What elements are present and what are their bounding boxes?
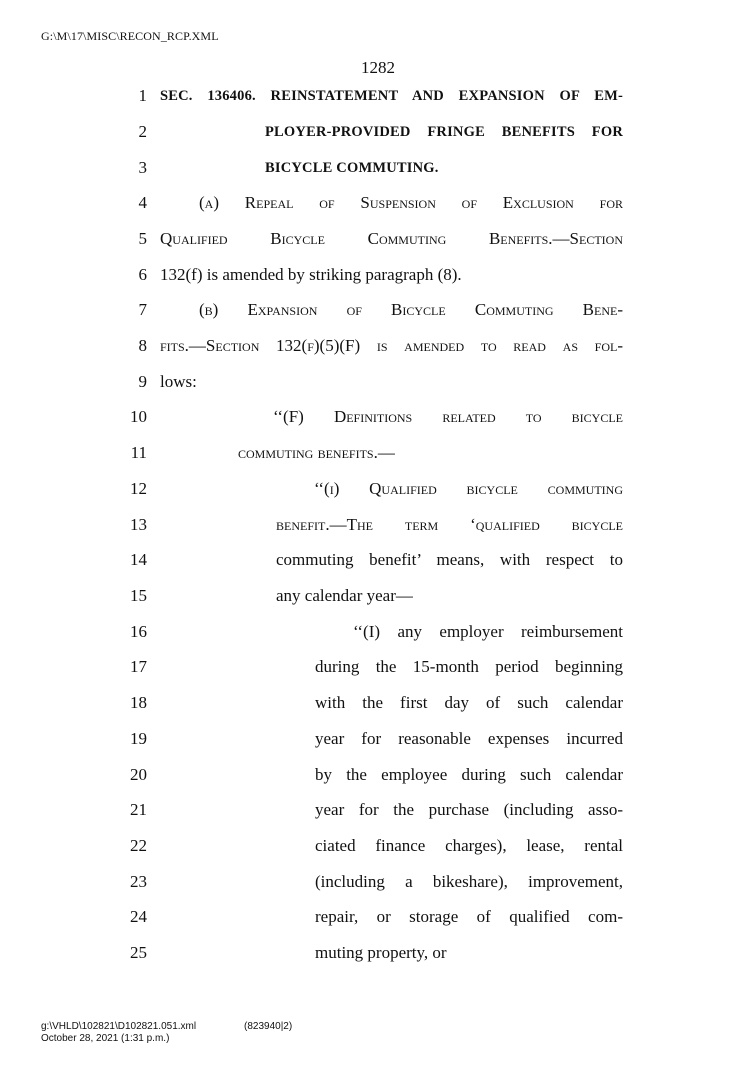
line-number: 13 xyxy=(130,515,147,534)
subsection-heading: (b) Expansion of Bicycle Commuting Bene- xyxy=(199,300,623,319)
page-number: 1282 xyxy=(361,58,395,77)
footer-doc-code: (823940|2) xyxy=(244,1021,293,1032)
line-number: 24 xyxy=(130,907,147,926)
line-number: 9 xyxy=(138,372,147,391)
body-text-line: benefit.—The term ‘qualified bicycle xyxy=(276,515,623,534)
body-text-line: by the employee during such calendar xyxy=(315,765,623,784)
body-text-line: with the first day of such calendar xyxy=(315,693,623,712)
section-heading: BICYCLE COMMUTING. xyxy=(265,160,439,176)
line-number: 11 xyxy=(130,443,147,462)
line-number: 10 xyxy=(130,407,147,426)
subsection-heading: (a) Repeal of Suspension of Exclusion for xyxy=(199,193,623,212)
line-number: 18 xyxy=(130,693,147,712)
body-text-line: muting property, or xyxy=(315,943,447,962)
subclause-text: ‘‘(I) any employer reimbursement xyxy=(353,622,623,641)
body-text-line: Qualified Bicycle Commuting Benefits.—Section xyxy=(160,229,623,248)
line-number: 20 xyxy=(130,765,147,784)
line-number: 23 xyxy=(130,872,147,891)
line-number: 16 xyxy=(130,622,147,641)
line-number: 7 xyxy=(138,300,147,319)
line-number: 21 xyxy=(130,800,147,819)
body-text-line: fits.—Section 132(f)(5)(F) is amended to read as fol- xyxy=(160,336,623,355)
section-heading: SEC. 136406. REINSTATEMENT AND EXPANSION OF EM- xyxy=(160,88,623,104)
document-footer xyxy=(41,1021,293,1045)
file-path-header: G:\M\17\MISC\RECON_RCP.XML xyxy=(41,29,219,43)
line-number: 2 xyxy=(138,122,147,141)
paragraph-heading: commuting benefits.— xyxy=(238,443,395,462)
line-number: 3 xyxy=(138,158,147,177)
body-text-line: lows: xyxy=(160,372,197,391)
body-text-line: during the 15-month period beginning xyxy=(315,657,623,676)
footer-date: October 28, 2021 (1:31 p.m.) xyxy=(41,1033,170,1044)
body-text-line: commuting benefit’ means, with respect to xyxy=(276,550,623,569)
line-number: 6 xyxy=(138,265,147,284)
body-text-line: any calendar year— xyxy=(276,586,413,605)
line-number: 22 xyxy=(130,836,147,855)
body-text-line: ciated finance charges), lease, rental xyxy=(315,836,623,855)
line-number: 17 xyxy=(130,657,147,676)
body-text-line: repair, or storage of qualified com- xyxy=(315,907,623,926)
line-number: 8 xyxy=(138,336,147,355)
line-number: 25 xyxy=(130,943,147,962)
line-number: 1 xyxy=(138,86,147,105)
body-text-line: (including a bikeshare), improvement, xyxy=(315,872,623,891)
clause-heading: ‘‘(i) Qualified bicycle commuting xyxy=(314,479,623,498)
line-number: 5 xyxy=(138,229,147,248)
line-number: 4 xyxy=(138,193,147,212)
body-text-line: 132(f) is amended by striking paragraph (8). xyxy=(160,265,462,284)
paragraph-heading: ‘‘(F) Definitions related to bicycle xyxy=(273,407,623,426)
line-number: 12 xyxy=(130,479,147,498)
line-number: 19 xyxy=(130,729,147,748)
line-number: 15 xyxy=(130,586,147,605)
line-number: 14 xyxy=(130,550,147,569)
body-text-line: year for the purchase (including asso- xyxy=(315,800,623,819)
footer-file-path: g:\VHLD\102821\D102821.051.xml xyxy=(41,1021,197,1032)
section-heading: PLOYER-PROVIDED FRINGE BENEFITS FOR xyxy=(265,124,623,140)
body-text-line: year for reasonable expenses incurred xyxy=(315,729,623,748)
